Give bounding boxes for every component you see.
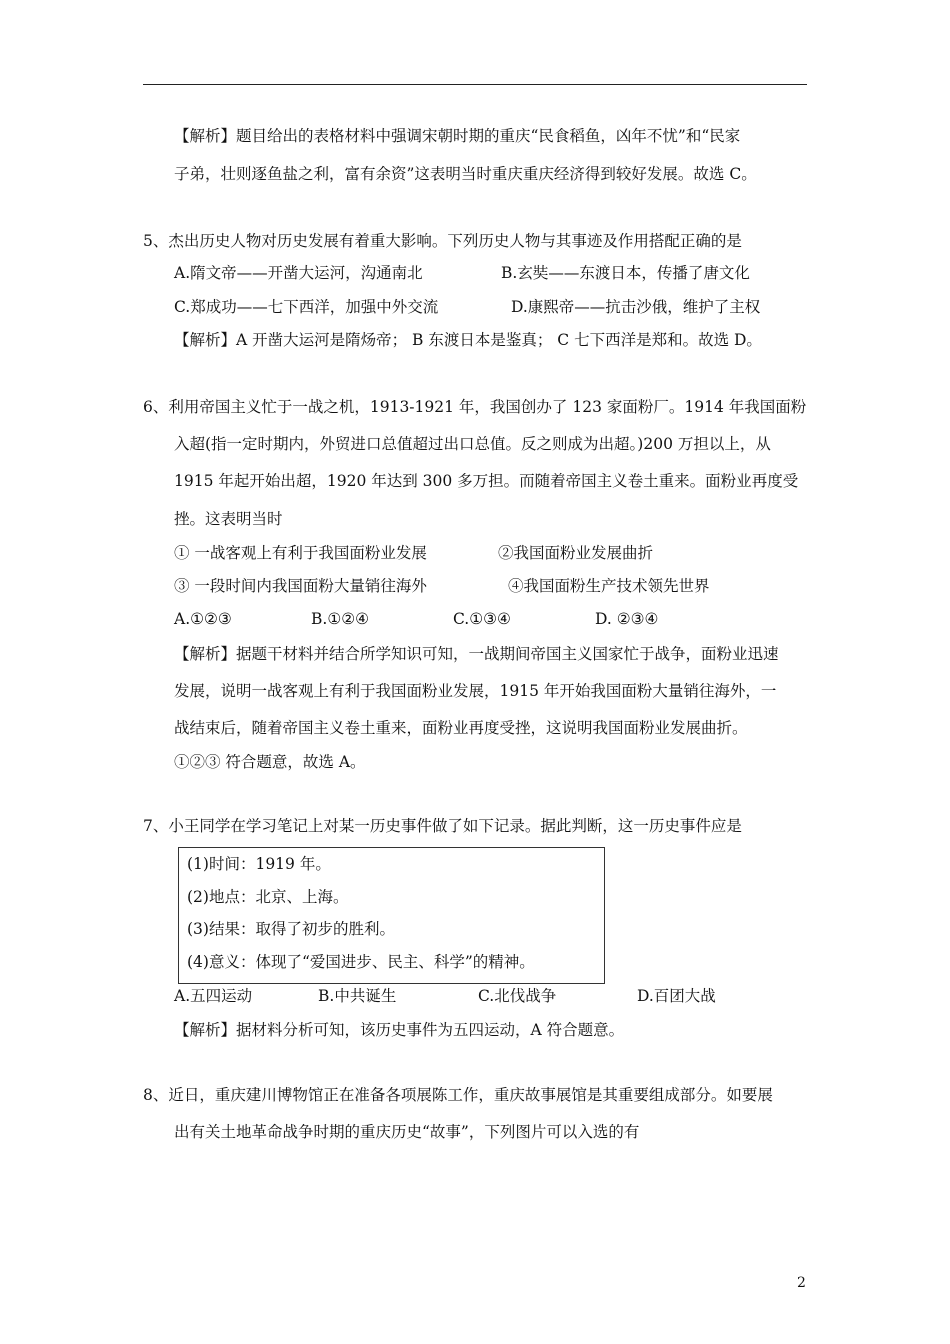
q5-option-d: D.康熙帝——抗击沙俄，维护了主权 (511, 298, 761, 316)
q7-option-d: D.百团大战 (637, 987, 716, 1005)
q7-note-3: (3)结果：取得了初步的胜利。 (187, 920, 395, 938)
q6-item-3: ③ 一段时间内我国面粉大量销往海外 (174, 577, 427, 595)
q6-stem-line-3: 1915 年起开始出超，1920 年达到 300 多万担。而随着帝国主义卷土重来。面粉业再度受 (174, 472, 799, 490)
q6-option-a: A.①②③ (174, 610, 232, 628)
q6-stem-line-1: 6、利用帝国主义忙于一战之机，1913-1921 年，我国创办了 123 家面粉厂。1914 年我国面粉 (143, 398, 807, 416)
q6-analysis-line-1: 【解析】据题干材料并结合所学知识可知，一战期间帝国主义国家忙于战争，面粉业迅速 (174, 645, 779, 663)
q7-note-4: (4)意义：体现了“爱国进步、民主、科学”的精神。 (187, 953, 535, 971)
q5-analysis: 【解析】A 开凿大运河是隋炀帝； B 东渡日本是鉴真； C 七下西洋是郑和。故选 D。 (174, 331, 762, 349)
q6-stem-line-4: 挫。这表明当时 (174, 510, 283, 528)
header-rule (143, 84, 807, 85)
q6-item-1: ① 一战客观上有利于我国面粉业发展 (174, 544, 427, 562)
q4-analysis-line-1: 【解析】题目给出的表格材料中强调宋朝时期的重庆“民食稻鱼，凶年不忧”和“民家 (174, 127, 741, 145)
q5-option-a: A.隋文帝——开凿大运河，沟通南北 (174, 264, 423, 282)
q7-stem: 7、小王同学在学习笔记上对某一历史事件做了如下记录。据此判断，这一历史事件应是 (143, 817, 742, 835)
q6-option-b: B.①②④ (311, 610, 370, 628)
q4-analysis-line-2: 子弟，壮则逐鱼盐之利，富有余资”这表明当时重庆重庆经济得到较好发展。故选 C。 (174, 165, 757, 183)
page-number: 2 (797, 1275, 806, 1291)
q6-option-d: D. ②③④ (595, 610, 659, 628)
q8-stem-line-2: 出有关土地革命战争时期的重庆历史“故事”，下列图片可以入选的有 (174, 1123, 640, 1141)
q7-option-b: B.中共诞生 (318, 987, 397, 1005)
q6-item-4: ④我国面粉生产技术领先世界 (508, 577, 710, 595)
q6-analysis-line-4: ①②③ 符合题意，故选 A。 (174, 753, 366, 771)
q5-option-b: B.玄奘——东渡日本，传播了唐文化 (501, 264, 750, 282)
q7-option-a: A.五四运动 (174, 987, 253, 1005)
q7-note-2: (2)地点：北京、上海。 (187, 888, 349, 906)
q7-note-1: (1)时间：1919 年。 (187, 855, 331, 873)
q7-analysis: 【解析】据材料分析可知，该历史事件为五四运动，A 符合题意。 (174, 1021, 625, 1039)
q8-stem-line-1: 8、近日，重庆建川博物馆正在准备各项展陈工作，重庆故事展馆是其重要组成部分。如要展 (143, 1086, 773, 1104)
q5-option-c: C.郑成功——七下西洋，加强中外交流 (174, 298, 439, 316)
q6-stem-line-2: 入超(指一定时期内，外贸进口总值超过出口总值。反之则成为出超。)200 万担以上，从 (174, 435, 771, 453)
q6-option-c: C.①③④ (453, 610, 511, 628)
q6-analysis-line-3: 战结束后，随着帝国主义卷土重来，面粉业再度受挫，这说明我国面粉业发展曲折。 (174, 719, 748, 737)
q7-option-c: C.北伐战争 (478, 987, 557, 1005)
q6-item-2: ②我国面粉业发展曲折 (498, 544, 654, 562)
q5-stem: 5、杰出历史人物对历史发展有着重大影响。下列历史人物与其事迹及作用搭配正确的是 (143, 232, 742, 250)
q6-analysis-line-2: 发展，说明一战客观上有利于我国面粉业发展，1915 年开始我国面粉大量销往海外，一 (174, 682, 777, 700)
